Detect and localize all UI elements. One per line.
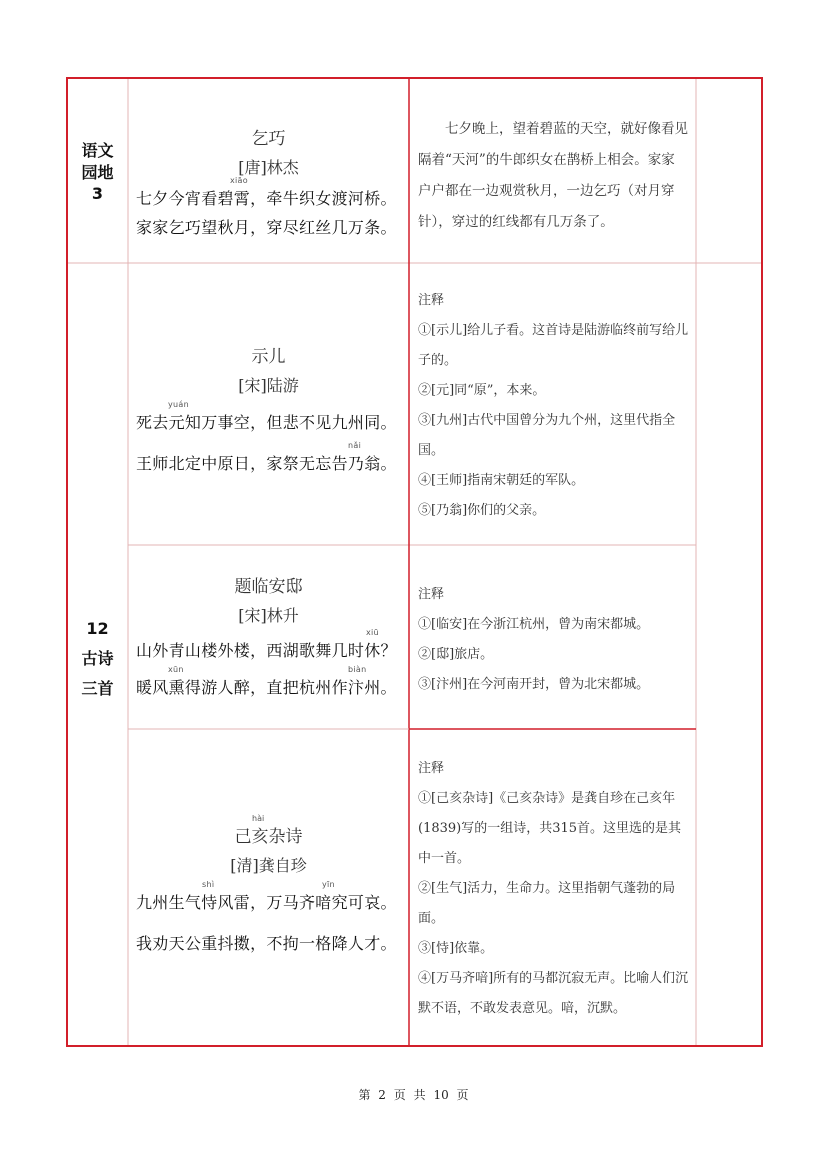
poem-author: [宋]陆游 xyxy=(238,376,299,395)
footer-suffix: 页 xyxy=(456,1088,469,1102)
poem-title: 题临安邸 xyxy=(234,577,303,597)
footer-total-pages: 10 xyxy=(433,1088,449,1102)
lesson-cell-gushisanshou xyxy=(67,614,128,704)
note-item: ③[恃]依靠。 xyxy=(418,941,494,956)
lesson-line: 古诗 xyxy=(81,649,114,668)
poem-line-text: 暖风熏得游人醉，直把杭州作汴州。 xyxy=(136,678,397,697)
poem-line-text: 九州生气恃风雷，万马齐喑究可哀。 xyxy=(136,893,397,912)
footer-current-page: 2 xyxy=(378,1088,386,1102)
note-item: ④[王师]指南宋朝廷的军队。 xyxy=(418,473,585,488)
poem-author: [清]龚自珍 xyxy=(230,856,307,875)
poem-line-text: 七夕今宵看碧霄，牵牛织女渡河桥。 xyxy=(136,189,397,208)
note-item: ①[临安]在今浙江杭州，曾为南宋都城。 xyxy=(418,617,650,632)
page-footer xyxy=(0,1086,827,1103)
poem-author: [宋]林升 xyxy=(238,606,299,625)
pinyin-annotation: yīn xyxy=(322,880,335,889)
note-item: ②[元]同“原”，本来。 xyxy=(418,383,546,398)
poem-translation: 七夕晚上，望着碧蓝的天空，就好像看见隔着“天河”的牛郎织女在鹊桥上相会。家家户户都在一边观赏秋月，一边乞巧（对月穿针），穿过的红线都有几万条了。 xyxy=(418,121,688,230)
note-item: ①[己亥杂诗]《己亥杂诗》是龚自珍在己亥年(1839)写的一组诗，共315首。这里选的是其中一首。 xyxy=(418,791,682,866)
poem-notes-jihaizashi xyxy=(418,754,690,1024)
poem-line xyxy=(136,880,401,913)
poem-qiqiao xyxy=(136,124,401,238)
note-item: ②[邸]旅店。 xyxy=(418,647,494,662)
poem-line xyxy=(136,400,401,433)
poem-line xyxy=(136,215,401,238)
poem-line xyxy=(136,176,401,209)
footer-word-total: 共 xyxy=(413,1088,426,1102)
poem-author: [唐]林杰 xyxy=(238,158,299,177)
poem-title xyxy=(136,814,401,847)
footer-word-page: 页 xyxy=(393,1088,406,1102)
poem-title: 乞巧 xyxy=(251,129,286,149)
lesson-line: 语文 xyxy=(81,141,114,160)
poem-title-text: 己亥杂诗 xyxy=(234,827,303,847)
lesson-line: 三首 xyxy=(81,679,114,698)
notes-label: 注释 xyxy=(418,293,445,308)
pinyin-annotation: xiāo xyxy=(230,176,248,185)
pinyin-annotation: hài xyxy=(252,814,265,823)
note-item: ④[万马齐喑]所有的马都沉寂无声。比喻人们沉默不语，不敢发表意见。喑，沉默。 xyxy=(418,971,689,1016)
poem-notes-shier xyxy=(418,286,690,526)
poem-jihaizashi xyxy=(136,814,401,954)
poem-shier xyxy=(136,342,401,474)
poem-notes-tilinandi xyxy=(418,580,690,700)
pinyin-annotation: yuán xyxy=(168,400,189,409)
poem-line-text: 山外青山楼外楼，西湖歌舞几时休？ xyxy=(136,641,397,660)
poem-tilinandi xyxy=(136,572,401,698)
note-item: ②[生气]活力，生命力。这里指朝气蓬勃的局面。 xyxy=(418,881,676,926)
poem-line xyxy=(136,931,401,954)
poem-line xyxy=(136,628,401,661)
footer-prefix: 第 xyxy=(358,1088,371,1102)
pinyin-annotation: biàn xyxy=(348,665,367,674)
poem-line-text: 王师北定中原日，家祭无忘告乃翁。 xyxy=(136,454,397,473)
poem-title: 示儿 xyxy=(251,347,286,367)
note-item: ③[汴州]在今河南开封，曾为北宋都城。 xyxy=(418,677,650,692)
poem-line xyxy=(136,441,401,474)
pinyin-annotation: xūn xyxy=(168,665,184,674)
poem-line-text: 我劝天公重抖擞，不拘一格降人才。 xyxy=(136,934,397,953)
pinyin-annotation: nǎi xyxy=(348,441,362,450)
lesson-cell-yuwenyuandi xyxy=(67,140,128,205)
poem-line xyxy=(136,665,401,698)
pinyin-annotation: shì xyxy=(202,880,215,889)
poem-line-text: 家家乞巧望秋月，穿尽红丝几万条。 xyxy=(136,218,397,237)
note-item: ⑤[乃翁]你们的父亲。 xyxy=(418,503,546,518)
pinyin-annotation: xiū xyxy=(366,628,379,637)
lesson-line: 园地 xyxy=(81,162,114,182)
note-item: ③[九州]古代中国曾分为九个州，这里代指全国。 xyxy=(418,413,676,458)
poem-line-text: 死去元知万事空，但悲不见九州同。 xyxy=(136,413,397,432)
note-item: ①[示儿]给儿子看。这首诗是陆游临终前写给儿子的。 xyxy=(418,323,689,368)
lesson-line: 3 xyxy=(91,184,104,204)
notes-label: 注释 xyxy=(418,761,445,776)
lesson-line: 12 xyxy=(86,619,109,638)
notes-label: 注释 xyxy=(418,587,445,602)
